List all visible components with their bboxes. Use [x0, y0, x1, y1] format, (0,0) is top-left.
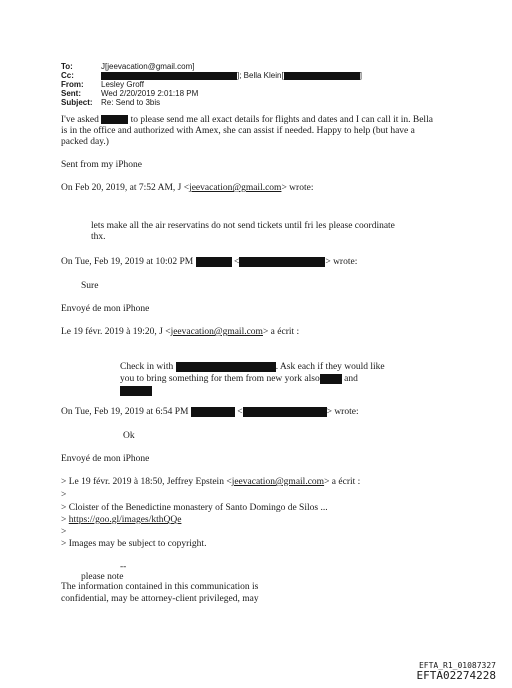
body-line: is in the office and authorized with Amex, she can assist if needed. Happy to help (but have a [61, 126, 415, 136]
body-text: I've asked [61, 115, 99, 125]
email-link[interactable]: jeevacation@gmail.com [231, 477, 325, 487]
disclaimer-line: confidential, may be attorney-client privileged, may [61, 594, 259, 604]
redaction [101, 115, 128, 124]
quote-text: > [61, 515, 69, 525]
redaction [243, 407, 327, 417]
from-row [0, 80, 512, 89]
signature-note: please note [81, 572, 124, 582]
subject-label: Subject: [61, 98, 93, 107]
to-label: To: [61, 62, 73, 71]
quote-line: > [61, 490, 67, 500]
quote-line [61, 515, 181, 526]
cc-row [0, 71, 512, 80]
quote-header [61, 183, 313, 194]
from-label: From: [61, 80, 84, 89]
cc-tail: ]; Bella Klein[ [237, 71, 284, 80]
quote-header [61, 327, 299, 338]
sent-value: Wed 2/20/2019 2:01:18 PM [101, 89, 199, 98]
quote-text: < [237, 407, 243, 418]
quote-body-line: Sure [81, 281, 99, 291]
disclaimer-line: The information contained in this communication is [61, 582, 259, 592]
bates-id-small: EFTA_R1_01087327 [418, 661, 496, 670]
quote-body-line [120, 374, 358, 385]
email-link[interactable]: jeevacation@gmail.com [170, 327, 263, 337]
body-line: packed day.) [61, 137, 109, 147]
envoye-line: Envoyé de mon iPhone [61, 304, 150, 314]
cc-value [101, 71, 362, 80]
redaction [101, 72, 237, 80]
signature-dash: -- [120, 562, 127, 572]
quote-header [61, 407, 359, 418]
email-header [0, 62, 512, 112]
redaction [320, 374, 342, 384]
to-value: J[jeevacation@gmail.com] [101, 62, 195, 71]
body-line [61, 115, 433, 126]
quote-text: Le 19 févr. 2019 à 19:20, J < [61, 327, 171, 337]
sent-label: Sent: [61, 89, 81, 98]
bates-id-large: EFTA02274228 [416, 669, 496, 682]
redaction [176, 362, 276, 372]
redaction [239, 257, 325, 267]
cc-close: ] [359, 71, 362, 80]
from-value: Lesley Groff [101, 80, 144, 89]
quote-text: On Tue, Feb 19, 2019 at 6:54 PM [61, 407, 189, 418]
subject-row [0, 98, 512, 107]
subject-value: Re: Send to 3bis [101, 98, 161, 107]
body-text: to please send me all exact details for flights and dates and I can call it in. Bella [130, 115, 433, 125]
quote-body-line: Ok [123, 431, 135, 441]
image-link[interactable]: https://goo.gl/images/kthQQe [68, 515, 182, 525]
quote-text: you to bring something for them from new york also [120, 374, 320, 385]
cc-label: Cc: [61, 71, 74, 80]
email-link[interactable]: jeevacation@gmail.com [189, 183, 282, 193]
quote-text: . Ask each if they would like [275, 362, 385, 373]
quote-body-line [120, 362, 385, 373]
quote-text: > a écrit : [262, 327, 300, 337]
redaction [196, 257, 232, 267]
quote-text: > wrote: [326, 407, 359, 418]
sent-row [0, 89, 512, 98]
quote-text: On Feb 20, 2019, at 7:52 AM, J < [61, 183, 190, 193]
quote-text: Check in with [120, 362, 174, 373]
quote-text: On Tue, Feb 19, 2019 at 10:02 PM [61, 257, 194, 268]
quote-text: > wrote: [325, 257, 358, 268]
quote-text: and [344, 374, 358, 385]
quote-line: > [61, 527, 67, 537]
envoye-line: Envoyé de mon iPhone [61, 454, 150, 464]
quote-body-line: thx. [91, 232, 106, 242]
quote-text: > wrote: [281, 183, 314, 193]
quote-header [61, 257, 357, 268]
redaction [191, 407, 235, 417]
to-row [0, 62, 512, 71]
redaction [284, 72, 360, 80]
quote-line: > Images may be subject to copyright. [61, 539, 207, 549]
quote-line: > Cloister of the Benedictine monastery of Santo Domingo de Silos ... [61, 503, 328, 513]
quote-text: > a écrit : [324, 477, 361, 487]
quote-text: > Le 19 févr. 2019 à 18:50, Jeffrey Epstein < [61, 477, 232, 487]
redaction [120, 386, 152, 396]
quote-line [61, 477, 360, 488]
quote-body-line: lets make all the air reservatins do not send tickets until fri les please coordinate [91, 221, 395, 231]
sent-from-line: Sent from my iPhone [61, 160, 143, 170]
quote-text: < [233, 257, 240, 268]
